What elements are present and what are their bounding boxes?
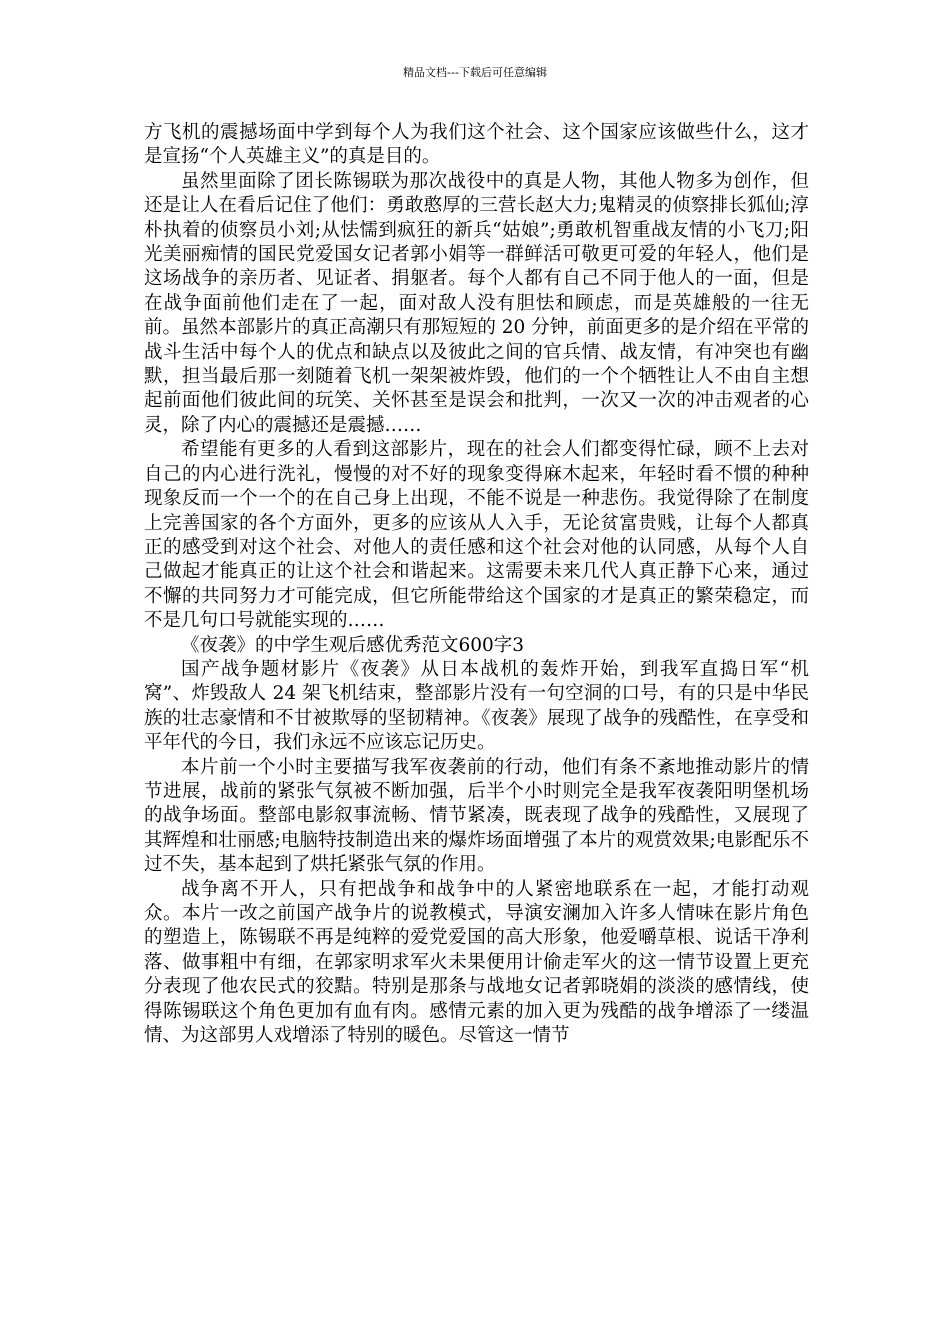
paragraph: 虽然里面除了团长陈锡联为那次战役中的真是人物，其他人物多为创作，但还是让人在看后记住了他们：勇敢憨厚的三营长赵大力;鬼精灵的侦察排长狐仙;淳朴执着的侦察员小刘;从怯懦到疯狂的新兵“姑娘”;勇敢机智重战友情的小飞刀;阳光美丽痴情的国民党爱国女记者郭小娟等一群鲜活可敬更可爱的年轻人，他们是这场战争的亲历者、见证者、捐躯者。每个人都有自己不同于他人的一面，但是在战争面前他们走在了一起，面对敌人没有胆怯和顾虑，而是英雄般的一往无前。虽然本部影片的真正高潮只有那短短的 20 分钟，前面更多的是介绍在平常的战斗生活中每个人的优点和缺点以及彼此之间的官兵情、战友情，有冲突也有幽默，担当最后那一刻随着飞机一架架被炸毁，他们的一个个牺牲让人不由自主想起前面他们彼此间的玩笑、关怀甚至是误会和批判，一次又一次的冲击观者的心灵，除了内心的震撼还是震撼…… — [144, 170, 809, 436]
essay-title: 《夜袭》的中学生观后感优秀范文600字3 — [181, 634, 525, 656]
paragraph: 本片前一个小时主要描写我军夜袭前的行动，他们有条不紊地推动影片的情节进展，战前的紧张气氛被不断加强，后半个小时则完全是我军夜袭阳明堡机场的战争场面。整部电影叙事流畅、情节紧凑，既表现了战争的残酷性，又展现了其辉煌和壮丽感;电脑特技制造出来的爆炸场面增强了本片的观赏效果;电影配乐不过不失，基本起到了烘托紧张气氛的作用。 — [144, 756, 809, 876]
paragraph: 战争离不开人，只有把战争和战争中的人紧密地联系在一起，才能打动观众。本片一改之前国产战争片的说教模式，导演安澜加入许多人情味在影片角色的塑造上，陈锡联不再是纯粹的爱党爱国的高大形象，他爱嚼草根、说话干净利落、做事粗中有细，在郭家明求军火未果便用计偷走军火的这一情节设置上更充分表现了他农民式的狡黠。特别是那条与战地女记者郭晓娟的淡淡的感情线，使得陈锡联这个角色更加有血有肉。感情元素的加入更为残酷的战争增添了一缕温情、为这部男人戏增添了特别的暖色。尽管这一情节 — [144, 878, 809, 1047]
paragraph: 国产战争题材影片《夜袭》从日本战机的轰炸开始，到我军直捣日军“机窝”、炸毁敌人 24 架飞机结束，整部影片没有一句空洞的口号，有的只是中华民族的壮志豪情和不甘被欺辱的坚韧精神。《夜袭》展现了战争的残酷性，在享受和平年代的今日，我们永远不应该忘记历史。 — [144, 658, 809, 754]
paragraph: 希望能有更多的人看到这部影片，现在的社会人们都变得忙碌，顾不上去对自己的内心进行洗礼，慢慢的对不好的现象变得麻木起来，年轻时看不惯的种种现象反而一个一个的在自己身上出现，不能不说是一种悲伤。我觉得除了在制度上完善国家的各个方面外，更多的应该从人入手，无论贫富贵贱，让每个人都真正的感受到对这个社会、对他人的责任感和这个社会对他的认同感，从每个人自己做起才能真正的让这个社会和谐起来。这需要未来几代人真正静下心来，通过不懈的共同努力才可能完成，但它所能带给这个国家的才是真正的繁荣稳定，而不是几句口号就能实现的…… — [144, 439, 809, 632]
paragraph-continued: 方飞机的震撼场面中学到每个人为我们这个社会、这个国家应该做些什么，这才是宣扬“个人英雄主义”的真是目的。 — [144, 122, 809, 168]
document-body — [144, 121, 809, 1048]
page-header: 精品文档---下载后可任意编辑 — [403, 66, 547, 79]
